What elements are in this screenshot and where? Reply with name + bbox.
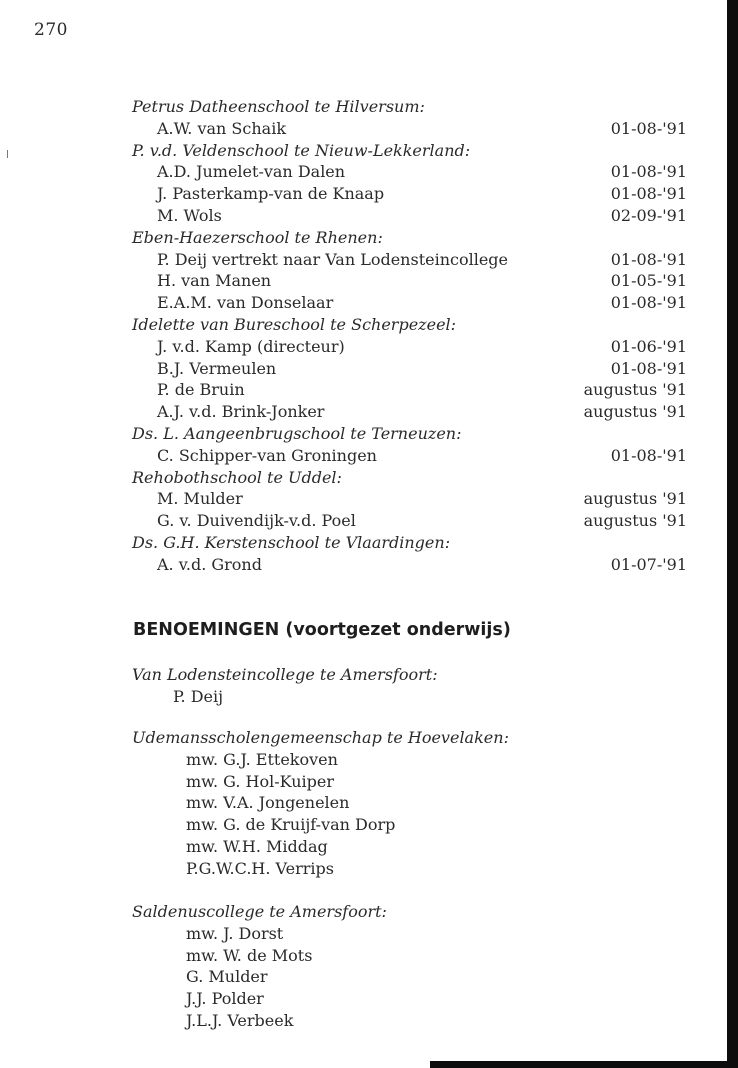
appointment-date: 01-08-'91 [610,184,687,204]
list-item [132,358,687,380]
school-group [132,901,687,1032]
appointment-date: 01-08-'91 [610,358,687,378]
school-heading: Ds. L. Aangeenbrugschool te Terneuzen: [132,423,462,443]
section-heading: BENOEMINGEN (voortgezet onderwijs) [133,620,511,640]
list-item [132,379,687,401]
person-name: C. Schipper-van Groningen [157,445,377,465]
list-item: mw. V.A. Jongenelen [186,793,350,813]
scan-speck [7,150,8,158]
list-item: mw. G.J. Ettekoven [186,749,338,769]
list-item [132,118,687,140]
appointment-date: 01-06-'91 [610,336,687,356]
school-heading: Petrus Datheenschool te Hilversum: [132,97,425,116]
person-name: P. de Bruin [157,380,245,400]
person-name: P. Deij vertrekt naar Van Lodensteincollege [157,249,509,269]
list-item [132,401,687,423]
person-name: J. Pasterkamp-van de Knaap [157,184,385,204]
school-group [132,727,687,880]
person-name: A. v.d. Grond [157,554,262,574]
person-name: E.A.M. van Donselaar [157,293,334,313]
list-item: G. Mulder [186,967,268,987]
list-item: J.J. Polder [186,989,264,1009]
appointment-date: augustus '91 [583,511,687,531]
page-number: 270 [34,20,68,40]
appointment-date: 01-05-'91 [610,271,687,291]
person-name: A.J. v.d. Brink-Jonker [157,402,325,422]
appointment-date: augustus '91 [583,402,687,422]
primary-appointments-list [132,96,687,576]
list-item [132,161,687,183]
person-name: M. Mulder [157,489,243,509]
list-item [132,488,687,510]
appointment-date: 01-07-'91 [610,554,687,574]
person-name: A.W. van Schaik [157,118,287,138]
list-item [132,249,687,271]
person-name: B.J. Vermeulen [157,358,277,378]
school-heading: Udemansscholengemeenschap te Hoevelaken: [132,728,509,747]
school-heading: Ds. G.H. Kerstenschool te Vlaardingen: [132,532,451,552]
person-name: H. van Manen [157,271,272,291]
school-heading: Idelette van Bureschool te Scherpezeel: [132,314,457,334]
appointment-date: augustus '91 [583,380,687,400]
list-item [132,270,687,292]
person-name: M. Wols [157,205,222,225]
list-item [132,292,687,314]
person-name: J. v.d. Kamp (directeur) [157,336,345,356]
school-heading: Eben-Haezerschool te Rhenen: [132,227,383,247]
school-group [132,664,687,708]
list-item [132,336,687,358]
appointment-date: 01-08-'91 [610,118,687,138]
list-item: mw. G. de Kruijf-van Dorp [186,815,396,835]
list-item [132,554,687,576]
list-item [132,510,687,532]
appointment-date: augustus '91 [583,489,687,509]
list-item: mw. W. de Mots [186,945,313,965]
scan-edge-bottom [430,1061,738,1068]
school-heading: P. v.d. Veldenschool te Nieuw-Lekkerland: [132,140,471,160]
list-item [132,205,687,227]
person-name: G. v. Duivendijk-v.d. Poel [157,511,356,531]
list-item [132,183,687,205]
appointment-date: 01-08-'91 [610,249,687,269]
appointment-date: 01-08-'91 [610,445,687,465]
scan-edge-right [727,0,738,1068]
list-item: P.G.W.C.H. Verrips [186,858,334,878]
list-item: P. Deij [173,686,224,706]
list-item: mw. W.H. Middag [186,836,328,856]
appointment-date: 01-08-'91 [610,162,687,182]
school-heading: Rehobothschool te Uddel: [132,467,342,487]
person-name: A.D. Jumelet-van Dalen [157,162,346,182]
appointment-date: 01-08-'91 [610,293,687,313]
list-item [132,445,687,467]
appointment-date: 02-09-'91 [610,205,687,225]
school-heading: Van Lodensteincollege te Amersfoort: [132,665,438,684]
list-item: mw. J. Dorst [186,923,284,943]
school-heading: Saldenuscollege te Amersfoort: [132,902,387,921]
list-item: J.L.J. Verbeek [186,1010,294,1030]
list-item: mw. G. Hol-Kuiper [186,771,335,791]
